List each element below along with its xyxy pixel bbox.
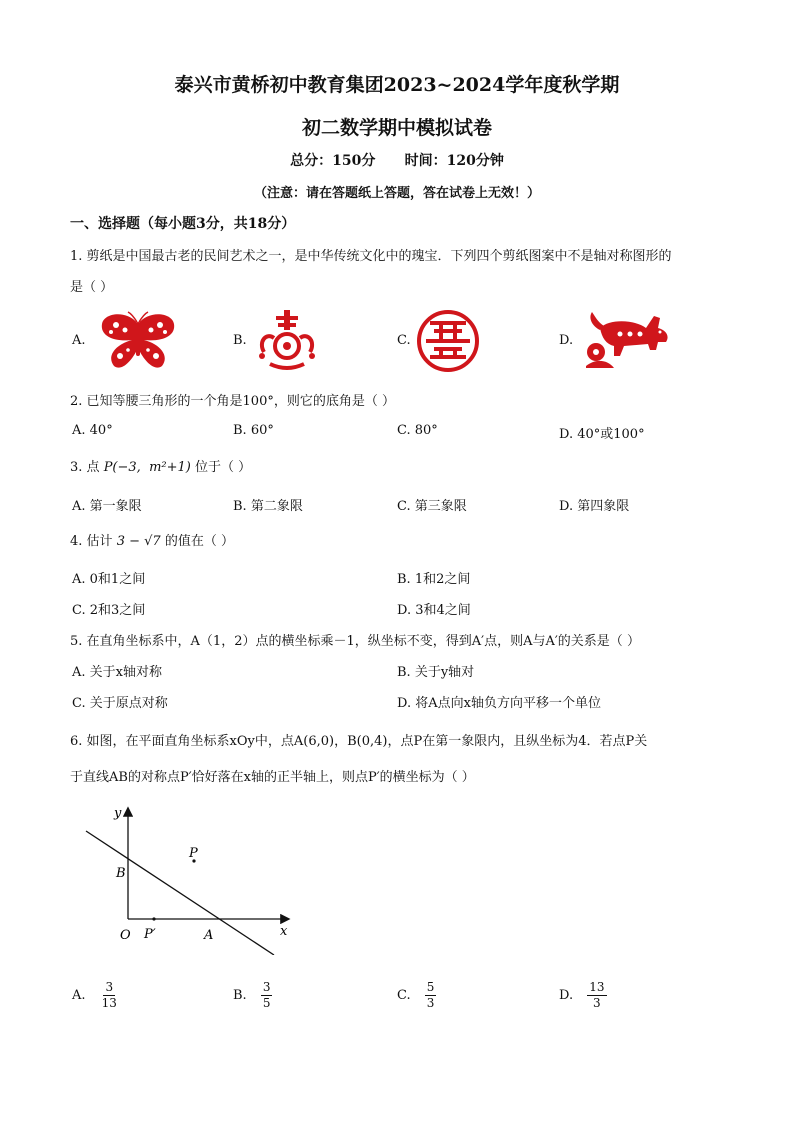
numerator: 3 — [262, 980, 271, 994]
label-p-prime: P′ — [144, 927, 156, 942]
q1-option-a-label: A. — [72, 333, 86, 348]
q6-option-b — [233, 980, 272, 1011]
q5-option-a: A. 关于x轴对称 — [72, 665, 162, 680]
ornament-papercut-icon — [254, 308, 320, 378]
q6-stem-line1: 6. 如图，在平面直角坐标系xOy中，点A(6,0)，B(0,4)，点P在第一象限内，且纵坐标为4．若点P关 — [70, 734, 648, 749]
q5-option-b: B. 关于y轴对 — [397, 665, 475, 680]
double-happiness-papercut-icon — [416, 309, 480, 377]
q3-option-b: B. 第二象限 — [233, 499, 303, 514]
q4-stem-pre: 4. 估计 — [70, 534, 113, 549]
q5-option-c: C. 关于原点对称 — [72, 696, 168, 711]
label-a: A — [204, 928, 214, 943]
q3-stem-pre: 3. 点 — [70, 460, 100, 475]
dog-papercut-icon — [580, 308, 676, 376]
denominator: 13 — [101, 996, 117, 1010]
denominator: 3 — [593, 996, 601, 1010]
q1-option-b-label: B. — [233, 333, 247, 348]
q6-option-d-letter: D. — [559, 988, 574, 1003]
q6-option-a — [72, 980, 119, 1011]
q6-option-d-fraction — [587, 980, 606, 1011]
q1-option-c-label: C. — [397, 333, 411, 348]
q3-stem — [70, 456, 251, 475]
q4-math: 3 − √7 — [116, 534, 161, 549]
q2-option-d: D. 40°或100° — [559, 427, 645, 442]
q6-stem-line2: 于直线AB的对称点P′恰好落在x轴的正半轴上，则点P′的横坐标为（ ） — [70, 770, 475, 785]
q1-option-d-label: D. — [559, 333, 574, 348]
denominator: 5 — [262, 996, 271, 1010]
q4-option-c: C. 2和3之间 — [72, 603, 146, 618]
numerator: 3 — [105, 980, 114, 994]
q3-stem-post: 位于（ ） — [194, 460, 252, 475]
point-p-prime — [152, 917, 155, 920]
q3-point-math: P(−3, m²+1) — [103, 460, 191, 475]
label-b: B — [116, 866, 126, 881]
exam-title: 泰兴市黄桥初中教育集团2023~2024学年度秋学期 — [174, 74, 620, 96]
butterfly-papercut-icon — [98, 310, 178, 376]
q6-option-a-letter: A. — [72, 988, 86, 1003]
q6-coordinate-figure — [70, 795, 310, 959]
q4-option-b: B. 1和2之间 — [397, 572, 471, 587]
q6-option-c — [397, 980, 436, 1011]
q2-option-b: B. 60° — [233, 423, 274, 438]
q4-option-d: D. 3和4之间 — [397, 603, 471, 618]
label-x: x — [280, 924, 288, 939]
label-o: O — [120, 928, 131, 943]
exam-subtitle: 初二数学期中模拟试卷 — [301, 117, 492, 139]
q2-option-a: A. 40° — [72, 423, 113, 438]
notice: （注意：请在答题纸上答题，答在试卷上无效！） — [253, 186, 540, 201]
q1-stem-line1: 1. 剪纸是中国最古老的民间艺术之一，是中华传统文化中的瑰宝．下列四个剪纸图案中不是轴对称图形的 — [70, 249, 672, 264]
q5-stem: 5. 在直角坐标系中，A（1，2）点的横坐标乘－1，纵坐标不变，得到A′点，则A与A′的关系是（ ） — [70, 634, 640, 649]
q2-stem: 2. 已知等腰三角形的一个角是100°，则它的底角是（ ） — [70, 394, 395, 409]
q2-option-c: C. 80° — [397, 423, 438, 438]
q4-stem — [70, 530, 234, 549]
q5-option-d: D. 将A点向x轴负方向平移一个单位 — [397, 696, 601, 711]
denominator: 3 — [426, 996, 435, 1010]
q4-option-a: A. 0和1之间 — [72, 572, 146, 587]
score-time: 总分：150分 时间：120分钟 — [290, 153, 504, 169]
section-title: 一、选择题（每小题3分，共18分） — [70, 216, 296, 232]
q6-option-b-letter: B. — [233, 988, 247, 1003]
q3-option-a: A. 第一象限 — [72, 499, 142, 514]
q3-option-d: D. 第四象限 — [559, 499, 630, 514]
q6-option-c-fraction — [425, 980, 437, 1011]
q1-stem-line2: 是（ ） — [70, 280, 114, 295]
q4-stem-post: 的值在（ ） — [164, 534, 234, 549]
line-ab — [86, 831, 274, 955]
q6-option-c-letter: C. — [397, 988, 411, 1003]
q6-option-a-fraction — [100, 980, 119, 1011]
q6-option-d — [559, 980, 607, 1011]
label-p: P — [189, 846, 198, 861]
numerator: 5 — [426, 980, 435, 994]
q6-option-b-fraction — [261, 980, 273, 1011]
numerator: 13 — [589, 980, 605, 994]
q3-option-c: C. 第三象限 — [397, 499, 467, 514]
label-y: y — [114, 806, 122, 821]
